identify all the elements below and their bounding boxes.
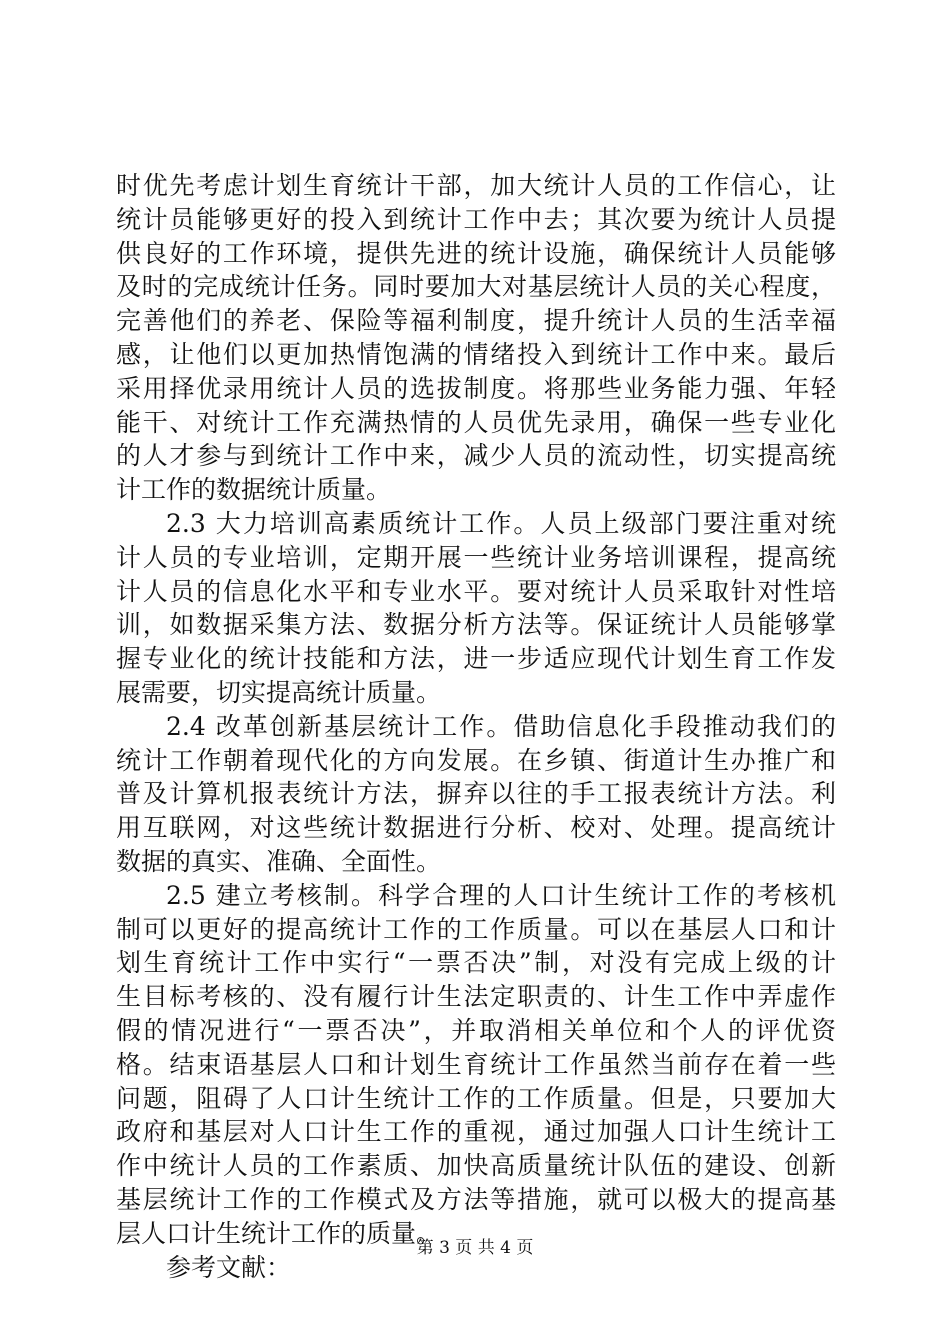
text-line: 问题，阻碍了人口计生统计工作的工作质量。但是，只要加大 [116, 1083, 836, 1113]
text-line: 基层统计工作的工作模式及方法等措施，就可以极大的提高基 [116, 1184, 836, 1214]
text-line: 完善他们的养老、保险等福利制度，提升统计人员的生活幸福 [116, 306, 836, 336]
text-line: 能干、对统计工作充满热情的人员优先录用，确保一些专业化 [116, 407, 836, 437]
text-line: 假的情况进行“一票否决”，并取消相关单位和个人的评优资 [116, 1015, 836, 1045]
text-line: 时优先考虑计划生育统计干部，加大统计人员的工作信心，让 [116, 171, 836, 200]
body-text [116, 169, 836, 1284]
section-heading-line: 2.4 改革创新基层统计工作。借助信息化手段推动我们的 [166, 711, 836, 741]
text-line: 用互联网，对这些统计数据进行分析、校对、处理。提高统计 [116, 813, 836, 843]
text-line: 统计工作朝着现代化的方向发展。在乡镇、街道计生办推广和 [116, 745, 836, 775]
section-heading-line: 2.5 建立考核制。科学合理的人口计生统计工作的考核机 [166, 880, 836, 910]
text-line: 格。结束语基层人口和计划生育统计工作虽然当前存在着一些 [116, 1049, 836, 1079]
text-line: 计工作的数据统计质量。 [116, 475, 392, 505]
text-line: 训，如数据采集方法、数据分析方法等。保证统计人员能够掌 [116, 610, 836, 640]
text-line: 层人口计生统计工作的质量。 [116, 1218, 442, 1248]
text-line: 供良好的工作环境，提供先进的统计设施，确保统计人员能够 [116, 238, 836, 268]
text-line: 展需要，切实提高统计质量。 [116, 677, 442, 707]
text-line: 计人员的信息化水平和专业水平。要对统计人员采取针对性培 [116, 576, 836, 606]
text-line: 政府和基层对人口计生工作的重视，通过加强人口计生统计工 [116, 1117, 836, 1147]
text-line: 制可以更好的提高统计工作的工作质量。可以在基层人口和计 [116, 914, 836, 944]
references-heading: 参考文献： [166, 1252, 292, 1282]
text-line: 数据的真实、准确、全面性。 [116, 846, 442, 876]
page-footer [0, 1236, 950, 1260]
section-heading-line: 2.3 大力培训高素质统计工作。人员上级部门要注重对统 [166, 508, 836, 538]
text-line: 计人员的专业培训，定期开展一些统计业务培训课程，提高统 [116, 542, 836, 572]
text-line: 划生育统计工作中实行“一票否决”制，对没有完成上级的计 [116, 948, 836, 978]
page-number: 第 3 页 共 4 页 [416, 1238, 534, 1258]
text-line: 统计员能够更好的投入到统计工作中去；其次要为统计人员提 [116, 204, 836, 234]
text-line: 感，让他们以更加热情饱满的情绪投入到统计工作中来。最后 [116, 339, 836, 369]
text-line: 握专业化的统计技能和方法，进一步适应现代计划生育工作发 [116, 644, 836, 674]
text-line: 生目标考核的、没有履行计生法定职责的、计生工作中弄虚作 [116, 982, 836, 1012]
text-line: 作中统计人员的工作素质、加快高质量统计队伍的建设、创新 [116, 1151, 836, 1181]
text-line: 及时的完成统计任务。同时要加大对基层统计人员的关心程度， [116, 272, 836, 302]
text-line: 采用择优录用统计人员的选拔制度。将那些业务能力强、年轻 [116, 373, 836, 403]
text-line: 普及计算机报表统计方法，摒弃以往的手工报表统计方法。利 [116, 779, 836, 809]
text-line: 的人才参与到统计工作中来，减少人员的流动性，切实提高统 [116, 441, 836, 471]
